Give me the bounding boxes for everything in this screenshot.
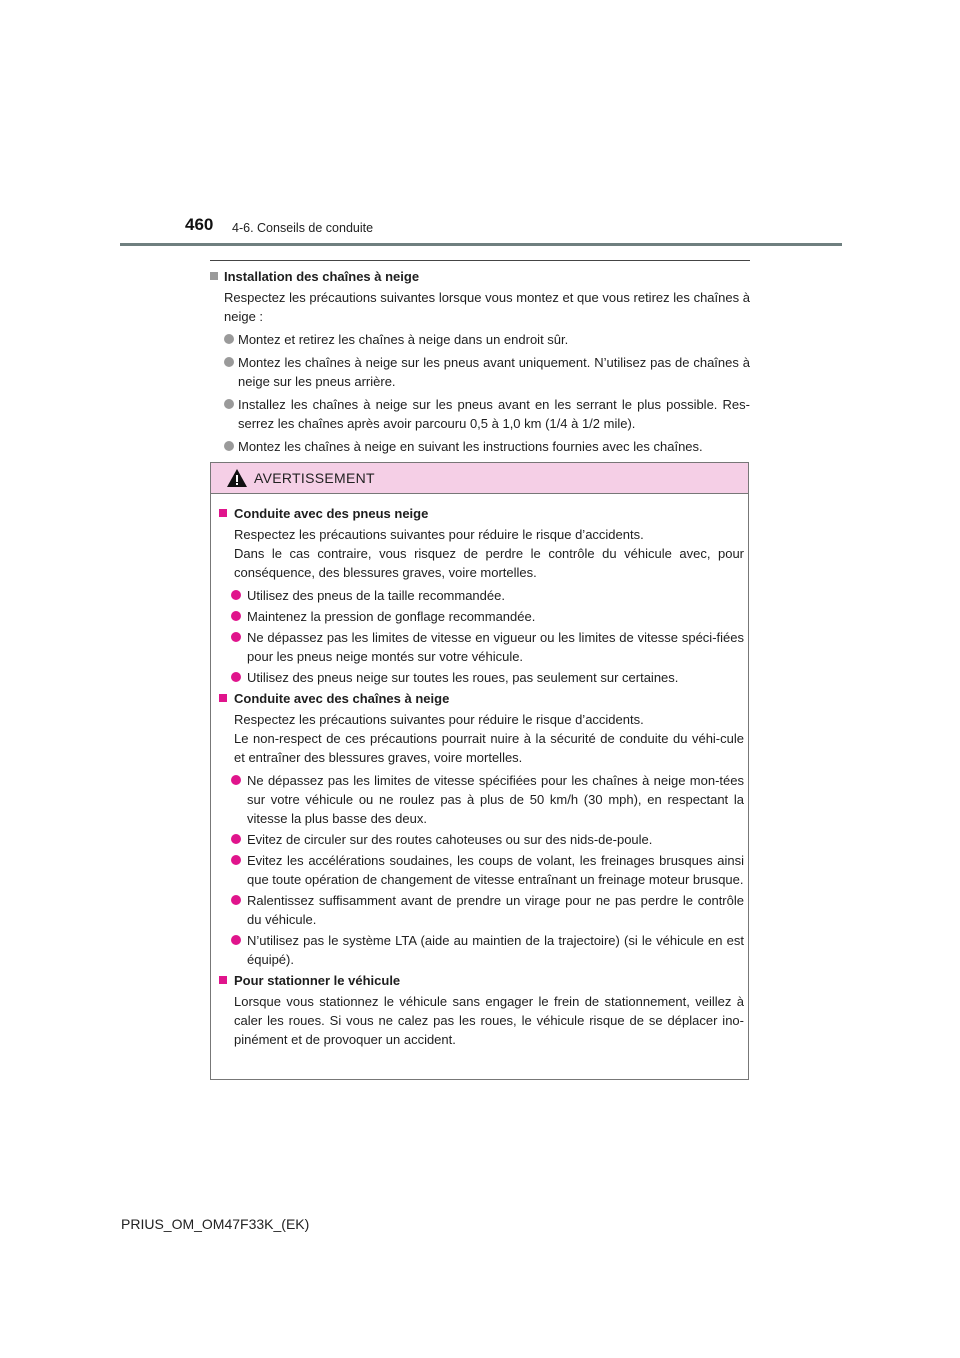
warning-heading bbox=[216, 689, 744, 708]
list-item-text: Ne dépassez pas les limites de vitesse en vigueur ou les limites de vitesse spéci-fiées pour les pneus neige montés sur votre véhicule. bbox=[247, 630, 744, 664]
section-divider bbox=[210, 260, 750, 261]
list-item bbox=[210, 437, 750, 456]
list-item-text: N’utilisez pas le système LTA (aide au maintien de la trajectoire) (si le véhicule en est équipé). bbox=[247, 933, 744, 967]
list-item-text: Ralentissez suffisamment avant de prendre un virage pour ne pas perdre le contrôle du véhicule. bbox=[247, 893, 744, 927]
warning-heading bbox=[216, 504, 744, 523]
list-item bbox=[210, 353, 750, 391]
circle-bullet-icon bbox=[224, 334, 234, 344]
list-item bbox=[210, 395, 750, 433]
list-item-text: Evitez les accélérations soudaines, les coups de volant, les freinages brusques ainsi que toute opération de changement de vitesse entraînant un freinage moteur brusque. bbox=[247, 853, 744, 887]
circle-bullet-icon bbox=[231, 895, 241, 905]
paragraph-line: Dans le cas contraire, vous risquez de perdre le contrôle du véhicule avec, pour conséquence, des blessures graves, voire mortelles. bbox=[234, 546, 744, 580]
square-bullet-icon bbox=[219, 976, 227, 984]
list-item-text: Utilisez des pneus de la taille recommandée. bbox=[247, 588, 505, 603]
list-item bbox=[216, 771, 744, 828]
circle-bullet-icon bbox=[231, 834, 241, 844]
paragraph-line: Respectez les précautions suivantes pour réduire le risque d’accidents. bbox=[234, 712, 644, 727]
paragraph-line: Le non-respect de ces précautions pourrait nuire à la sécurité de conduite du véhi-cule et entraîner des blessures graves, voire mortelles. bbox=[234, 731, 744, 765]
list-item-text: Montez les chaînes à neige sur les pneus avant uniquement. N’utilisez pas de chaînes à neige sur les pneus arrière. bbox=[238, 355, 750, 389]
square-bullet-icon bbox=[210, 272, 218, 280]
circle-bullet-icon bbox=[231, 855, 241, 865]
paragraph-line: Respectez les précautions suivantes pour réduire le risque d’accidents. bbox=[234, 527, 644, 542]
paragraph-line: Lorsque vous stationnez le véhicule sans engager le frein de stationnement, veillez à caler les roues. Si vous ne calez pas les roues, le véhicule risque de se déplacer ino-pinément et de provoquer un accident. bbox=[234, 994, 744, 1047]
warning-heading-text: Pour stationner le véhicule bbox=[234, 973, 401, 988]
circle-bullet-icon bbox=[231, 611, 241, 621]
warning-paragraph bbox=[234, 992, 744, 1049]
footer-code: PRIUS_OM_OM47F33K_(EK) bbox=[121, 1216, 310, 1232]
circle-bullet-icon bbox=[224, 357, 234, 367]
warning-header bbox=[211, 463, 748, 494]
warning-heading bbox=[216, 971, 744, 990]
header-rule bbox=[120, 243, 842, 246]
list-item bbox=[216, 830, 744, 849]
list-item bbox=[216, 628, 744, 666]
square-bullet-icon bbox=[219, 694, 227, 702]
warning-title: AVERTISSEMENT bbox=[254, 470, 375, 486]
warning-box bbox=[210, 462, 749, 1080]
warning-content bbox=[216, 504, 744, 1053]
circle-bullet-icon bbox=[231, 672, 241, 682]
list-item-text: Installez les chaînes à neige sur les pneus avant en les serrant le plus possible. Res-serrez les chaînes après avoir parcouru 0,5 à 1,0 km (1/4 à 1/2 mile). bbox=[238, 397, 750, 431]
list-item-text: Maintenez la pression de gonflage recommandée. bbox=[247, 609, 536, 624]
list-item-text: Evitez de circuler sur des routes cahoteuses ou sur des nids-de-poule. bbox=[247, 832, 653, 847]
install-heading-text: Installation des chaînes à neige bbox=[224, 269, 420, 284]
circle-bullet-icon bbox=[231, 590, 241, 600]
warning-triangle-icon bbox=[226, 468, 248, 488]
warning-heading-text: Conduite avec des pneus neige bbox=[234, 506, 429, 521]
list-item bbox=[216, 607, 744, 626]
list-item-text: Utilisez des pneus neige sur toutes les roues, pas seulement sur certaines. bbox=[247, 670, 679, 685]
list-item bbox=[210, 330, 750, 349]
circle-bullet-icon bbox=[231, 935, 241, 945]
section-title: 4-6. Conseils de conduite bbox=[232, 221, 374, 235]
install-section bbox=[210, 267, 750, 460]
list-item-text: Montez les chaînes à neige en suivant les instructions fournies avec les chaînes. bbox=[238, 439, 703, 454]
circle-bullet-icon bbox=[224, 399, 234, 409]
list-item bbox=[216, 586, 744, 605]
circle-bullet-icon bbox=[231, 775, 241, 785]
list-item bbox=[216, 891, 744, 929]
list-item-text: Ne dépassez pas les limites de vitesse spécifiées pour les chaînes à neige mon-tées sur votre véhicule ou ne roulez pas à plus de 50 km/h (30 mph), en respectant la vitesse la plus basse des deux. bbox=[247, 773, 744, 826]
warning-paragraph bbox=[234, 525, 744, 582]
install-heading bbox=[210, 267, 750, 286]
circle-bullet-icon bbox=[224, 441, 234, 451]
warning-paragraph bbox=[234, 710, 744, 767]
square-bullet-icon bbox=[219, 509, 227, 517]
list-item-text: Montez et retirez les chaînes à neige dans un endroit sûr. bbox=[238, 332, 569, 347]
page-number: 460 bbox=[185, 215, 214, 234]
list-item bbox=[216, 931, 744, 969]
list-item bbox=[216, 668, 744, 687]
install-intro: Respectez les précautions suivantes lorsque vous montez et que vous retirez les chaînes à neige : bbox=[224, 290, 750, 324]
warning-heading-text: Conduite avec des chaînes à neige bbox=[234, 691, 450, 706]
circle-bullet-icon bbox=[231, 632, 241, 642]
list-item bbox=[216, 851, 744, 889]
